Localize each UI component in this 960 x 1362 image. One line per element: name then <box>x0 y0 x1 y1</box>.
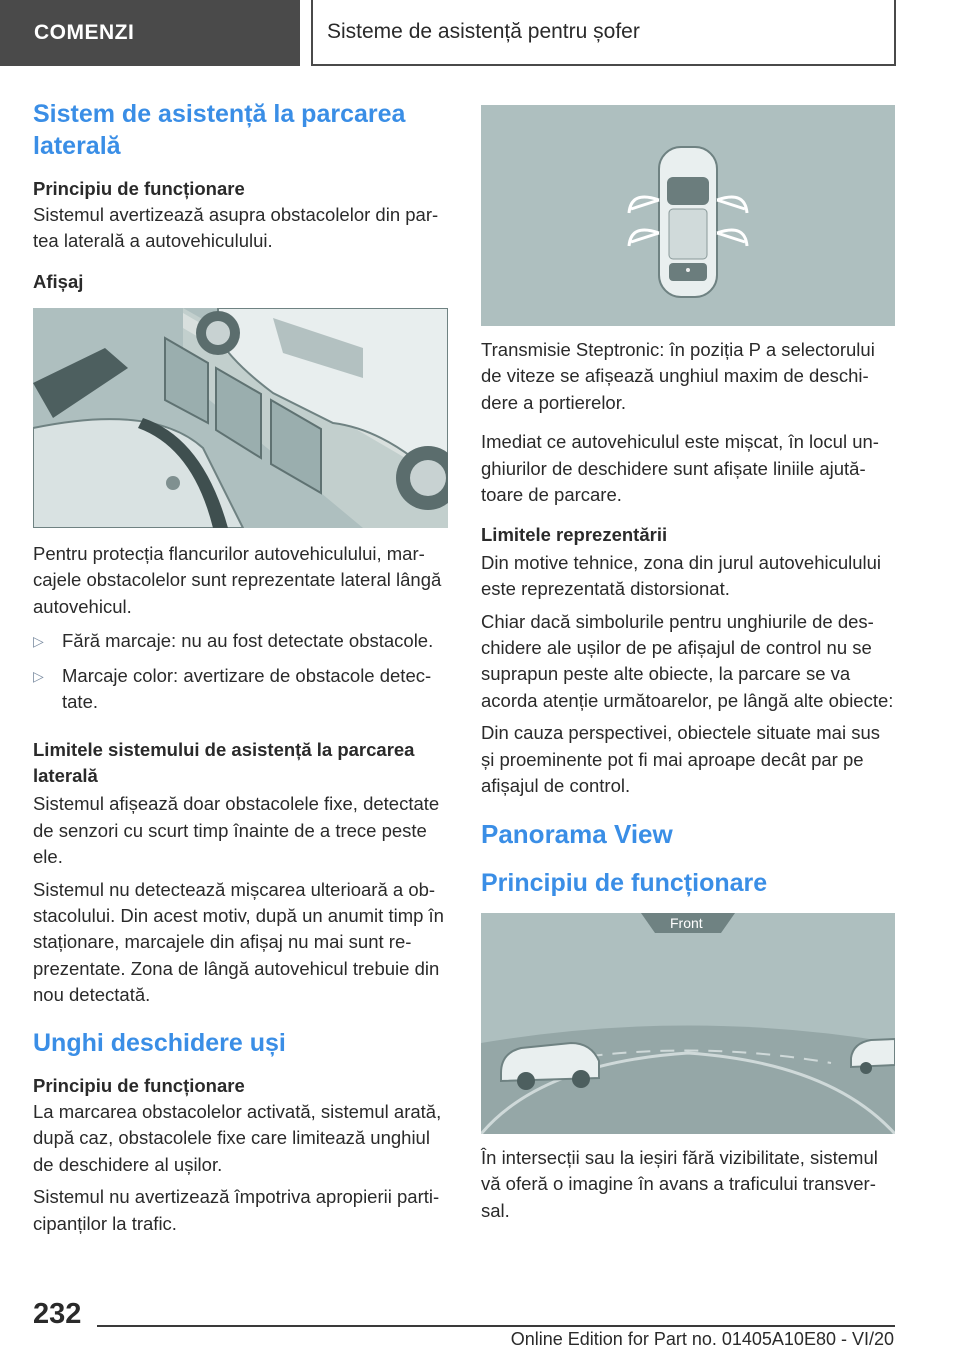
text-panorama: În intersecții sau la ieșiri fără vizibilitate, sistemul vă oferă o imagine în avans a traficului transver-sal. <box>481 1146 878 1221</box>
text-principle: Sistemul avertizează asupra obstacolelor din par-tea laterală a autovehiculului. <box>33 203 439 252</box>
heading-door-angle: Unghi deschidere uși <box>33 1028 286 1057</box>
triangle-bullet-icon: ▷ <box>33 667 44 684</box>
bullet-text: Fără marcaje: nu au fost detectate obstacole. <box>62 630 434 652</box>
list-item <box>33 663 448 716</box>
heading-system-limits: Limitele sistemului de asistență la parcarea laterală <box>33 739 415 787</box>
text-flank-protection: Pentru protecția flancurilor autovehiculului, mar-cajele obstacolelor sunt reprezentate lateral lângă autovehicul. <box>33 542 442 617</box>
edition-note: Online Edition for Part no. 01405A10E80 - VI/20 <box>510 1329 894 1349</box>
right-column <box>481 105 895 1224</box>
heading-display: Afișaj <box>33 270 84 292</box>
text-door-2: Sistemul nu avertizează împotriva apropierii parti-cipanților la trafic. <box>33 1186 440 1234</box>
chapter-title: Sisteme de asistență pentru șofer <box>311 0 896 66</box>
front-label: Front <box>670 914 703 931</box>
text-door-1: La marcarea obstacolelor activată, sistemul arată, după caz, obstacolele fixe care limitează unghiul de deschidere al ușilor. <box>33 1100 442 1175</box>
text-representation-2: Chiar dacă simbolurile pentru unghiurile de des-chidere ale ușilor de pe afișajul de control nu se suprapun peste alte obiecte, la parcare se va acorda atenție următoarelor, pe lângă alte obiecte: <box>481 610 894 711</box>
side-parking-illustration <box>33 308 448 528</box>
text-representation-1: Din motive tehnice, zona din jurul autovehiculului este reprezentată distorsionat. <box>481 551 882 600</box>
heading-principle: Principiu de funcționare <box>33 178 245 199</box>
heading-representation-limits: Limitele reprezentării <box>481 523 668 545</box>
list-item <box>33 628 448 654</box>
page-number: 232 <box>33 1298 82 1330</box>
text-representation-3: Din cauza perspectivei, obiectele situate mai sus și proeminente pot fi mai aproape decât par pe afișajul de control. <box>481 722 880 797</box>
section-tab: COMENZI <box>0 0 300 66</box>
heading-side-parking: Sistem de asistență la parcarea laterală <box>33 100 406 160</box>
heading-panorama-view: Panorama View <box>481 818 673 849</box>
text-moving: Imediat ce autovehiculul este mișcat, în locul un-ghiurilor de deschidere sunt afișate liniile ajută-toare de parcare. <box>481 431 879 506</box>
footer-divider <box>97 1325 895 1327</box>
text-steptronic: Transmisie Steptronic: în poziția P a selectorului de viteze se afișează unghiul maxim de deschi-dere a portierelor. <box>481 339 875 413</box>
triangle-bullet-icon: ▷ <box>33 633 44 650</box>
panorama-view-illustration <box>481 913 895 1134</box>
heading-principle-panorama: Principiu de funcționare <box>481 868 768 897</box>
left-column <box>33 98 448 1237</box>
text-limits-2: Sistemul nu detectează mișcarea ulterioară a ob-stacolului. Din acest motiv, după un anumit timp în staționare, marcajele din afișaj nu mai sunt re-prezentate. Zona de lângă autovehicul trebuie din nou detectată. <box>33 878 444 1006</box>
door-angle-illustration <box>481 105 895 326</box>
heading-principle: Principiu de funcționare <box>33 1074 245 1096</box>
text-limits-1: Sistemul afișează doar obstacolele fixe, detectate de senzori cu scurt timp înainte de a trece peste ele. <box>33 793 440 868</box>
bullet-text: Marcaje color: avertizare de obstacole detec-tate. <box>62 664 432 712</box>
